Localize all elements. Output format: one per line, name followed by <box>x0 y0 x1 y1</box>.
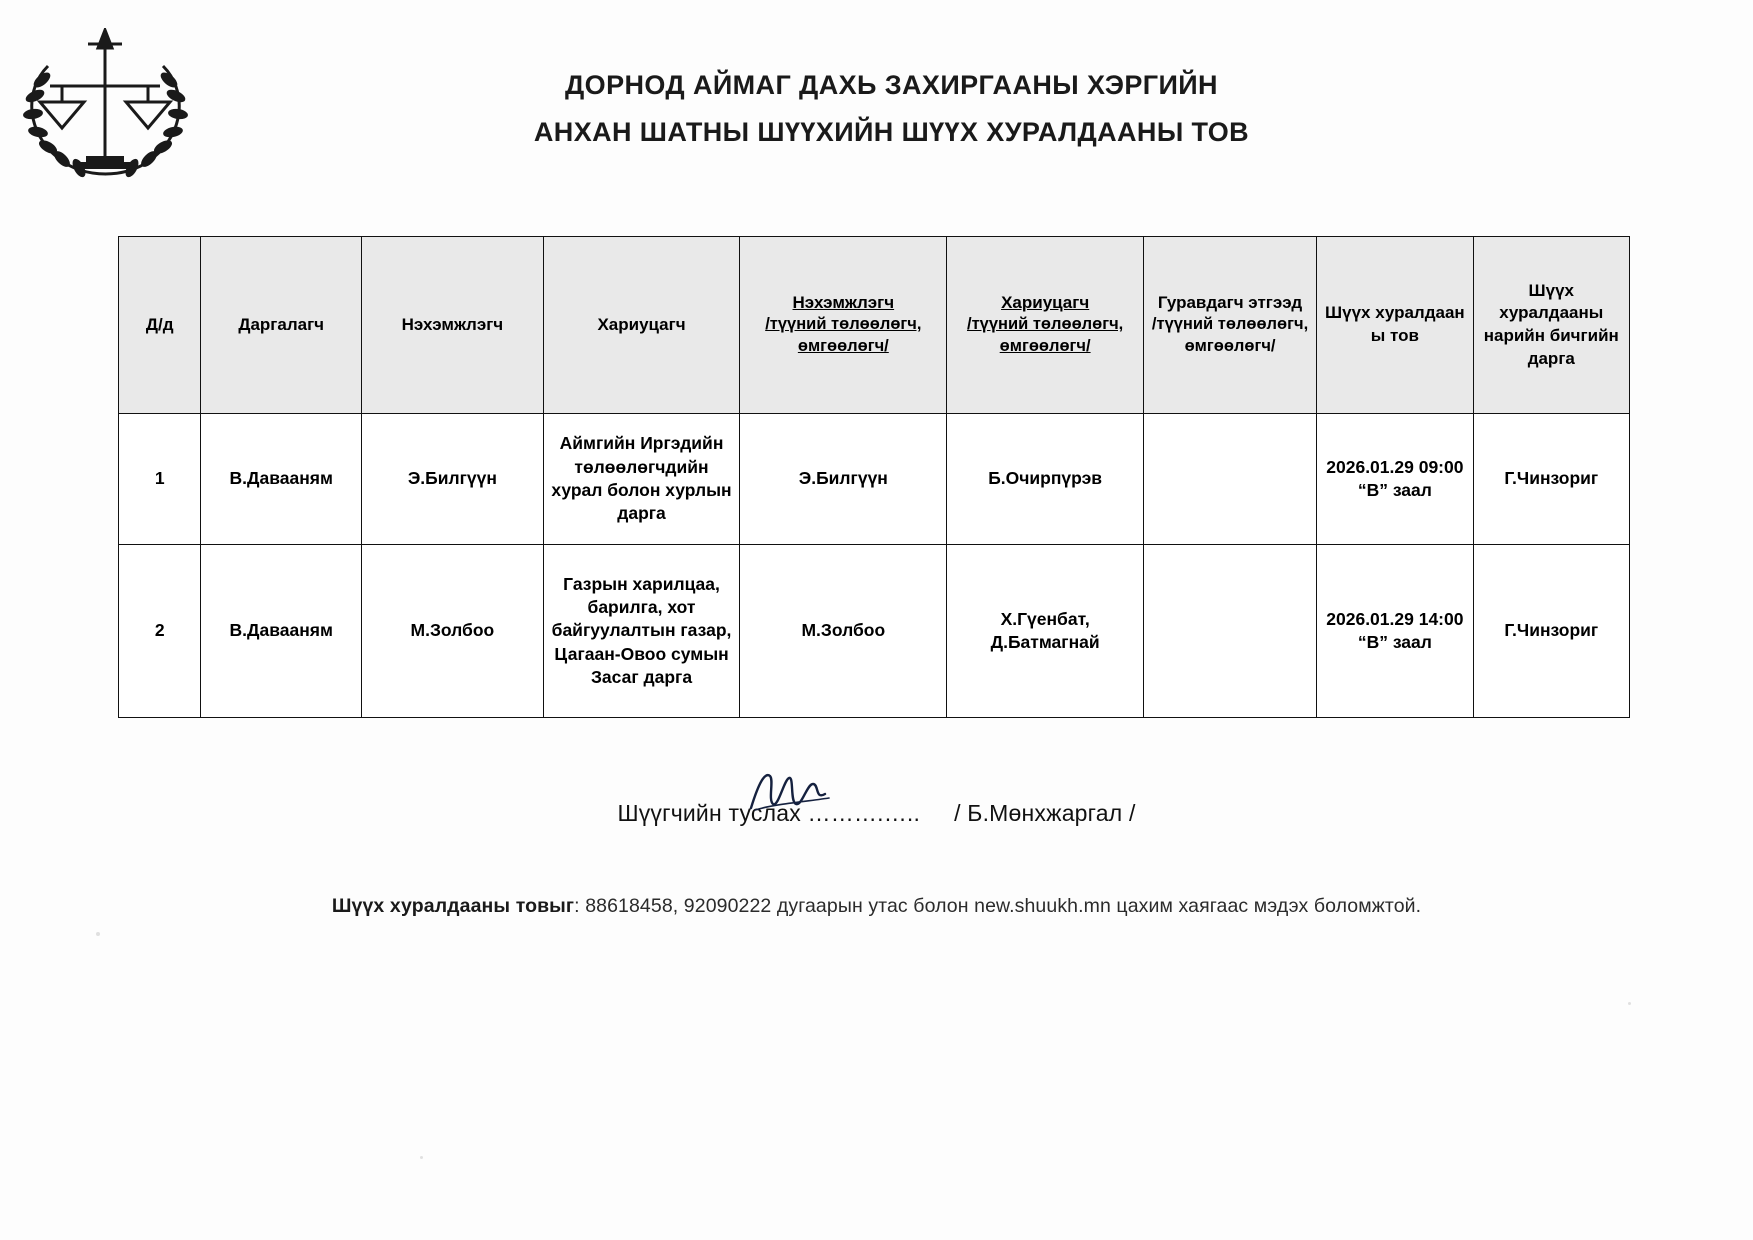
header-cell-secretary: Шүүх хуралдааны нарийн бичгийн дарга <box>1473 237 1629 414</box>
cell-hearing-time: 2026.01.29 14:00 “В” заал <box>1317 545 1473 718</box>
cell-nexemjlegch-representative: Э.Билгүүн <box>740 414 947 545</box>
header-cell-dargalagch: Даргалагч <box>201 237 362 414</box>
header-cell-nexemjlegch-representative-sub: /түүний төлөөлөгч, өмгөөлөгч/ <box>765 315 922 356</box>
signature-label: Шүүгчийн туслах ……….….. <box>617 800 921 826</box>
hearing-schedule-table-container <box>118 236 1630 718</box>
court-emblem <box>0 22 210 178</box>
header-cell-hariutsagch-representative-sub: /түүний төлөөлөгч, өмгөөлөгч/ <box>967 315 1124 356</box>
scan-speck <box>96 932 100 936</box>
table-row <box>119 545 1630 718</box>
cell-dd: 2 <box>119 545 201 718</box>
table-row <box>119 414 1630 545</box>
title-line-1: ДОРНОД АЙМАГ ДАХЬ ЗАХИРГААНЫ ХЭРГИЙН <box>565 70 1218 100</box>
hearing-schedule-table <box>118 236 1630 718</box>
cell-nexemjlegch-representative: М.Золбоо <box>740 545 947 718</box>
cell-dargalagch: В.Давааням <box>201 545 362 718</box>
cell-hariutsagch: Аймгийн Иргэдийн төлөөлөгчдийн хурал болон хурлын дарга <box>543 414 740 545</box>
document-header <box>0 0 1753 178</box>
scales-of-justice-emblem-icon <box>18 28 193 178</box>
cell-guravdagch <box>1143 414 1316 545</box>
cell-nexemjlegch: М.Золбоо <box>362 545 544 718</box>
header-cell-guravdagch-sub: /түүний төлөөлөгч, өмгөөлөгч/ <box>1151 315 1309 356</box>
scan-speck <box>420 1156 423 1159</box>
cell-hariutsagch-representative: Б.Очирпүрэв <box>947 414 1144 545</box>
signature-name: / Б.Мөнхжаргал / <box>954 800 1136 826</box>
header-cell-nexemjlegch-representative-main: Нэхэмжлэгч <box>792 292 895 312</box>
footer-note-rest: : 88618458, 92090222 дугаарын утас болон new.shuukh.mn цахим хаягаас мэдэх боломжтой. <box>574 895 1422 917</box>
cell-nexemjlegch: Э.Билгүүн <box>362 414 544 545</box>
scan-speck <box>1628 1002 1631 1005</box>
header-cell-guravdagch <box>1143 237 1316 414</box>
header-cell-dd: Д/д <box>119 237 201 414</box>
cell-dd: 1 <box>119 414 201 545</box>
cell-hearing-time: 2026.01.29 09:00 “В” заал <box>1317 414 1473 545</box>
cell-secretary: Г.Чинзориг <box>1473 414 1629 545</box>
header-cell-hariutsagch-representative <box>947 237 1144 414</box>
page-title <box>210 22 1753 157</box>
header-cell-hariutsagch: Хариуцагч <box>543 237 740 414</box>
header-cell-hearing-time: Шүүх хуралдаан ы тов <box>1317 237 1473 414</box>
table-header-row <box>119 237 1630 414</box>
cell-secretary: Г.Чинзориг <box>1473 545 1629 718</box>
signature-block <box>0 800 1753 827</box>
footer-note-lead: Шүүх хуралдааны товыг <box>331 895 575 917</box>
header-cell-hariutsagch-representative-main: Хариуцагч <box>1001 292 1090 312</box>
header-cell-nexemjlegch-representative <box>740 237 947 414</box>
cell-guravdagch <box>1143 545 1316 718</box>
cell-hariutsagch: Газрын харилцаа, барилга, хот байгуулалтын газар, Цагаан-Овоо сумын Засаг дарга <box>543 545 740 718</box>
cell-hariutsagch-representative: Х.Гүенбат, Д.Батмагнай <box>947 545 1144 718</box>
header-cell-guravdagch-main: Гуравдагч этгээд <box>1157 292 1303 312</box>
title-line-2: АНХАН ШАТНЫ ШҮҮХИЙН ШҮҮХ ХУРАЛДААНЫ ТОВ <box>533 117 1250 148</box>
header-cell-nexemjlegch: Нэхэмжлэгч <box>362 237 544 414</box>
footer-note <box>0 895 1753 918</box>
cell-dargalagch: В.Давааням <box>201 414 362 545</box>
